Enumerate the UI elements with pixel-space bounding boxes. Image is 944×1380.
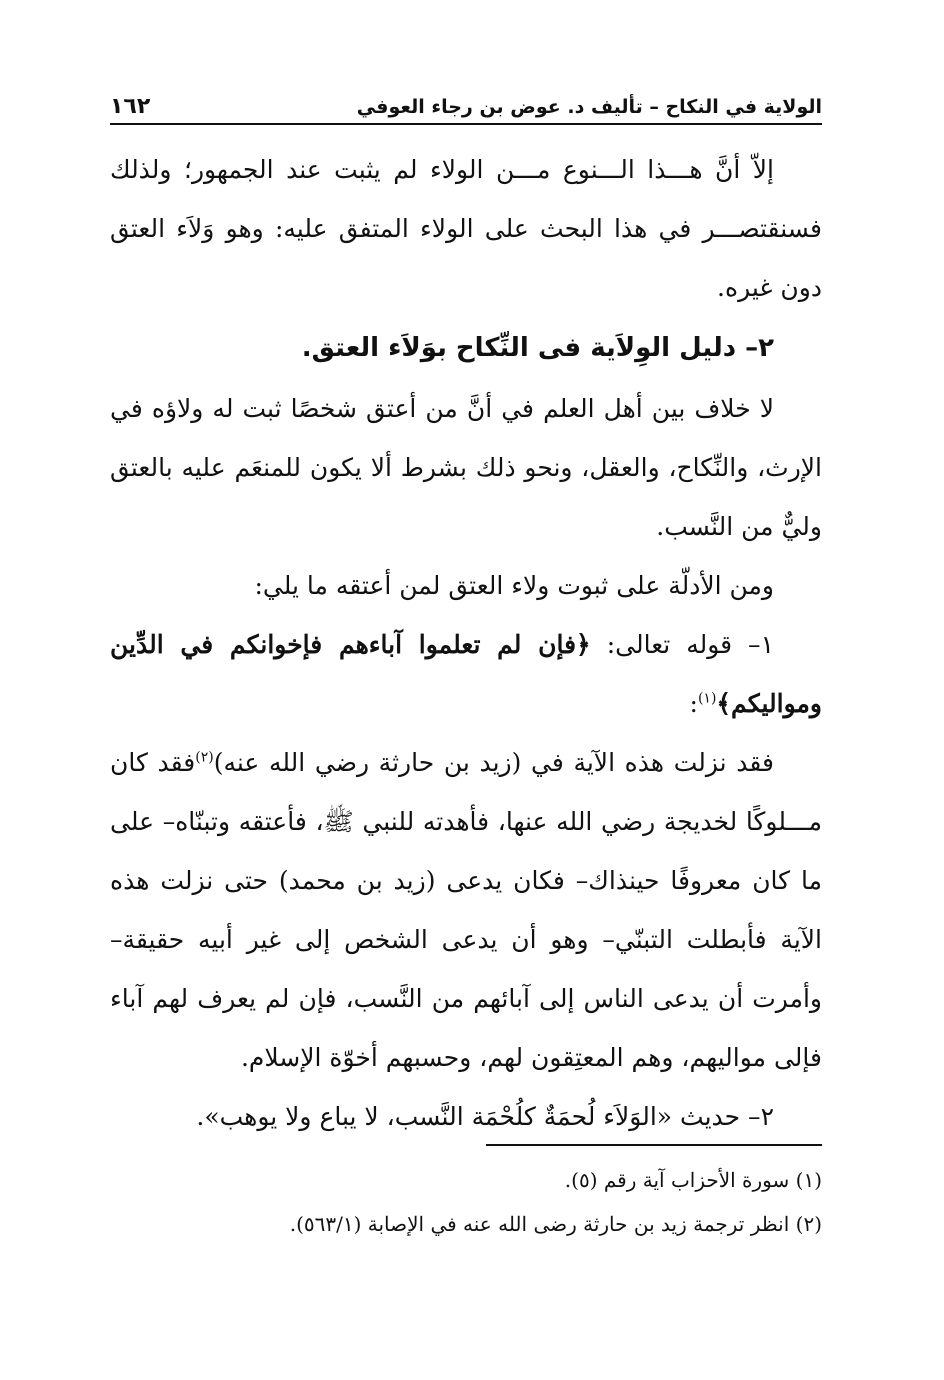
zaid-part2: فقد كان مـــلوكًا لخديجة رضي الله عنها، فأهدته للنبي ﷺ، فأعتقه وتبنّاه– على ما كان معروفًا حينذاك– فكان يدعى (زيد بن محمد) حتى نزلت هذه الآية فأبطلت التبنّي– وهو أن يدعى الشخص إلى غير أبيه حقيقة– وأمرت أن يدعى الناس إلى آبائهم من النَّسب، فإن لم يعرف لهم آباء فإلى مواليهم، وهم المعتِقون لهم، وحسبهم أخوّة الإسلام. — [110, 748, 822, 1072]
section-heading: ٢– دليل الوِلاَية فى النِّكاح بوَلاَء العتق. — [301, 333, 774, 363]
footnote-ref-2: (٢) — [195, 749, 214, 766]
header-rule — [110, 123, 822, 125]
footnote-1: (١) سورة الأحزاب آية رقم (٥). — [564, 1168, 822, 1192]
page-number: ١٦٢ — [110, 94, 151, 119]
verse-prefix: ١– قوله تعالى: — [590, 630, 774, 659]
main-text — [110, 140, 822, 1146]
header-title: الولاية في النكاح – تأليف د. عوض بن رجاء العوفي — [356, 96, 822, 118]
verse-suffix: : — [689, 689, 698, 718]
paragraph-consensus: لا خلاف بين أهل العلم في أنَّ من أعتق شخصًا ثبت له ولاؤه في الإرث، والنِّكاح، والعقل، ونحو ذلك بشرط ألا يكون للمنعَم عليه بالعتق وليٌّ من النَّسب. — [110, 394, 822, 541]
zaid-part1: فقد نزلت هذه الآية في (زيد بن حارثة رضي الله عنه) — [213, 748, 774, 777]
paragraph-verse — [110, 615, 822, 733]
running-header — [110, 86, 822, 122]
footnote-separator — [486, 1144, 822, 1146]
paragraph-zaid — [110, 733, 822, 1087]
paragraph-evidence-intro: ومن الأدلّة على ثبوت ولاء العتق لمن أعتقه ما يلي: — [254, 571, 774, 600]
paragraph-hadith: ٢– حديث «الوَلاَء لُحمَةٌ كلُحْمَة النَّسب، لا يباع ولا يوهب». — [196, 1102, 774, 1131]
footnote-2: (٢) انظر ترجمة زيد بن حارثة رضى الله عنه في الإصابة (٥٦٣/١). — [289, 1212, 822, 1236]
quran-verse: ﴿فإن لم تعلموا آباءهم فإخوانكم في الدِّين ومواليكم﴾ — [110, 630, 822, 718]
paragraph-intro: إلاّ أنَّ هـــذا الـــنوع مـــن الولاء لم يثبت عند الجمهور؛ ولذلك فسنقتصـــر في هذا البحث على الولاء المتفق عليه: وهو وَلاَء العتق دون غيره. — [110, 155, 822, 302]
footnotes — [110, 1158, 822, 1246]
footnote-ref-1: (١) — [697, 690, 717, 707]
